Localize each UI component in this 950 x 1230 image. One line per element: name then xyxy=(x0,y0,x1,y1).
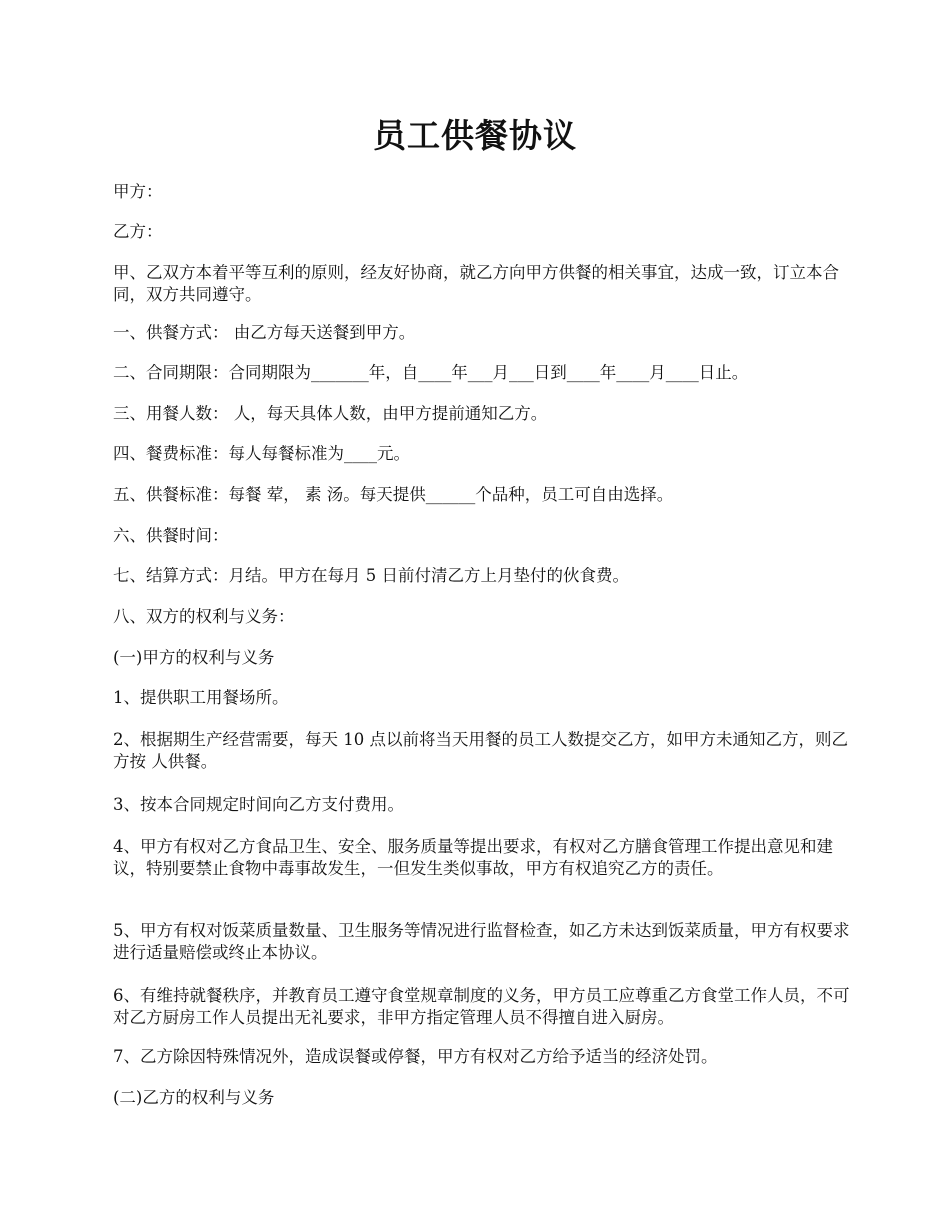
party-a-item-3: 3、按本合同规定时间向乙方支付费用。 xyxy=(113,795,404,814)
party-a-item-6: 6、有维持就餐秩序，并教育员工遵守食堂规章制度的义务，甲方员工应尊重乙方食堂工作人员，不可对乙方厨房工作人员提出无礼要求，非甲方指定管理人员不得擅自进入厨房。 xyxy=(113,986,850,1027)
party-b-line: 乙方： xyxy=(113,222,163,241)
clause-6: 六、供餐时间： xyxy=(113,526,229,545)
clause-1: 一、供餐方式： 由乙方每天送餐到甲方。 xyxy=(113,323,416,342)
preamble-paragraph: 甲、乙双方本着平等互利的原则，经友好协商，就乙方向甲方供餐的相关事宜，达成一致，订立本合同，双方共同遵守。 xyxy=(113,263,839,304)
section-party-b-rights: (二)乙方的权利与义务 xyxy=(113,1088,275,1107)
clause-2: 二、合同期限：合同期限为_______年，自____年___月___日到____年____月____日止。 xyxy=(113,363,749,382)
clause-5: 五、供餐标准：每餐 荤， 素 汤。每天提供______个品种，员工可自由选择。 xyxy=(113,485,674,504)
party-a-line: 甲方： xyxy=(113,182,163,201)
clause-4: 四、餐费标准：每人每餐标准为____元。 xyxy=(113,444,410,463)
party-a-item-2: 2、根据期生产经营需要，每天 10 点以前将当天用餐的员工人数提交乙方，如甲方未通知乙方，则乙方按 人供餐。 xyxy=(113,730,848,771)
section-party-a-rights: (一)甲方的权利与义务 xyxy=(113,648,275,667)
party-a-item-4: 4、甲方有权对乙方食品卫生、安全、服务质量等提出要求，有权对乙方膳食管理工作提出意见和建议，特别要禁止食物中毒事故发生，一但发生类似事故，甲方有权追究乙方的责任。 xyxy=(113,837,833,878)
clause-7: 七、结算方式：月结。甲方在每月 5 日前付清乙方上月垫付的伙食费。 xyxy=(113,566,629,585)
clause-8: 八、双方的权利与义务： xyxy=(113,607,295,626)
party-a-item-1: 1、提供职工用餐场所。 xyxy=(113,688,289,707)
party-a-item-7: 7、乙方除因特殊情况外，造成误餐或停餐，甲方有权对乙方给予适当的经济处罚。 xyxy=(113,1047,718,1066)
party-a-item-5: 5、甲方有权对饭菜质量数量、卫生服务等情况进行监督检查，如乙方未达到饭菜质量，甲方有权要求进行适量赔偿或终止本协议。 xyxy=(113,921,850,962)
clause-3: 三、用餐人数： 人，每天具体人数，由甲方提前通知乙方。 xyxy=(113,404,548,423)
document-title: 员工供餐协议 xyxy=(373,116,577,155)
